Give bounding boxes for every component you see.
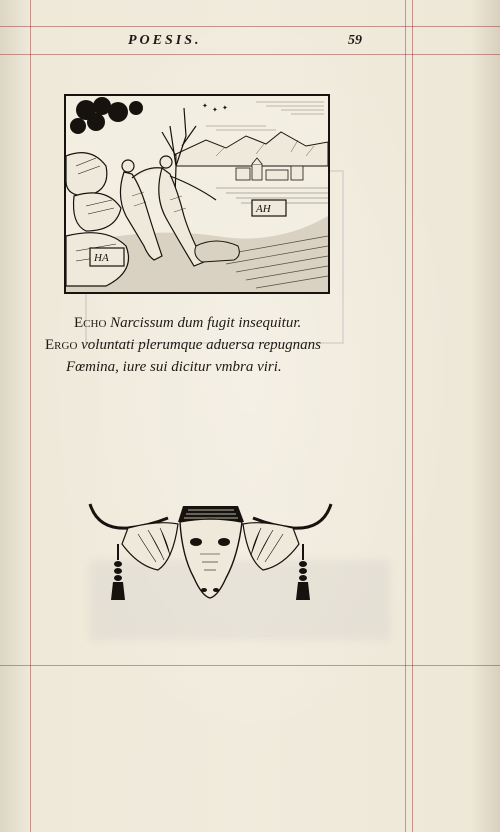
ox-skull-ornament <box>88 500 333 610</box>
ruled-margin <box>30 0 31 832</box>
running-head <box>0 33 500 53</box>
svg-text:✦: ✦ <box>202 102 208 110</box>
verse-text: Fœmina, iure sui dicitur vmbra viri. <box>66 359 282 375</box>
ruled-line <box>0 26 500 27</box>
svg-text:✦: ✦ <box>212 106 218 114</box>
svg-text:✦: ✦ <box>222 104 228 112</box>
woodcut-label-right: AH <box>256 203 271 215</box>
running-title: POESIS. <box>128 33 202 48</box>
verse-line <box>74 312 500 334</box>
woodcut-label-left: HA <box>94 252 109 264</box>
verse-text: Narcissum dum fugit insequitur. <box>110 315 302 331</box>
ruled-margin <box>412 0 413 832</box>
woodcut-illustration <box>64 94 330 294</box>
verse-lead-word: Ergo <box>45 337 78 353</box>
verse-lead-word: Echo <box>74 315 107 331</box>
verse-line <box>45 334 500 356</box>
verse-line <box>66 356 500 378</box>
ruled-margin <box>405 0 406 832</box>
verse-text: voluntati plerumque aduersa repugnans <box>81 337 321 353</box>
page-number: 59 <box>348 33 362 48</box>
ruled-line <box>0 54 500 55</box>
ruled-line <box>0 665 500 666</box>
